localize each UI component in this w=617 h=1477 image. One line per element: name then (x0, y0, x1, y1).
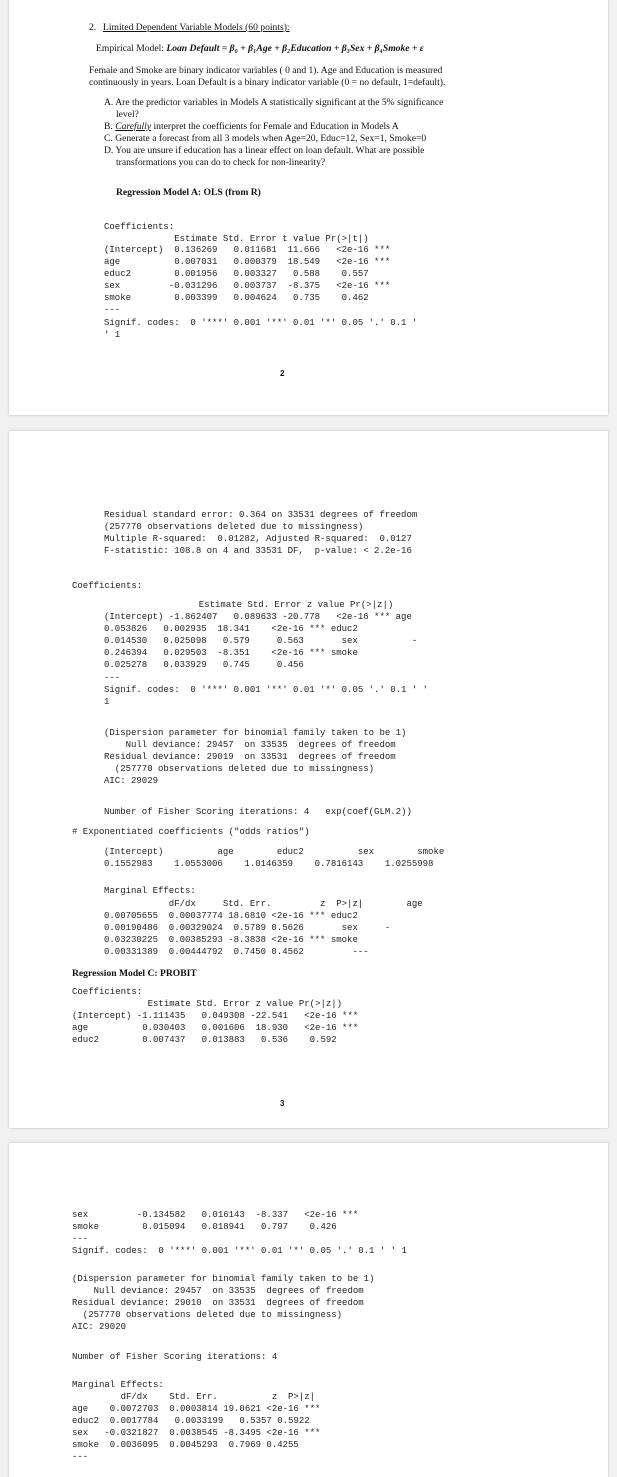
question-c: C. Generate a forecast from all 3 models when Age=20, Educ=12, Sex=1, Smoke=0 (104, 133, 427, 144)
fisher-iterations-line: Number of Fisher Scoring iterations: 4 exp(coef(GLM.2)) (104, 807, 412, 817)
empirical-model-label: Empirical Model: (96, 43, 167, 54)
dashes: --- (104, 673, 121, 683)
marginal-row-educ2: educ2 0.0017784 0.0033199 0.5357 0.5922 (72, 1416, 310, 1426)
probit-row-intercept: (Intercept) -1.111435 0.049308 -22.541 <2e-16 *** (72, 1011, 359, 1021)
dashes: --- (104, 305, 121, 315)
document-page-1 (9, 0, 608, 415)
marginal-effects-line: 0.00331389 0.00444792 0.7450 0.4562 --- (104, 947, 369, 957)
marginal-effects-title: Marginal Effects: (104, 886, 196, 896)
regression-c-title: Regression Model C: PROBIT (72, 968, 197, 979)
question-b-emphasis: Carefully (115, 121, 152, 132)
probit-row-sex: sex -0.134582 0.016143 -8.337 <2e-16 *** (72, 1210, 359, 1220)
r-squared-line: Multiple R-squared: 0.01282, Adjusted R-squared: 0.0127 (104, 534, 412, 544)
document-page-3 (9, 1143, 608, 1477)
logit-coef-line: (Intercept) -1.862407 0.089633 -20.778 <2e-16 *** age (104, 612, 412, 622)
aic-line: AIC: 29029 (104, 776, 159, 786)
page-number: 2 (280, 369, 285, 378)
coefficients-label: Coefficients: (104, 222, 175, 232)
odds-ratio-header: (Intercept) age educ2 sex smoke (104, 847, 445, 857)
question-number: 2. (89, 22, 97, 33)
null-deviance-line: Null deviance: 29457 on 33535 degrees of freedom (104, 740, 396, 750)
marginal-row-age: age 0.0072703 0.0003814 19.0621 <2e-16 *** (72, 1404, 321, 1414)
question-a-line-2: level? (116, 109, 139, 120)
residual-se-line: Residual standard error: 0.364 on 33531 degrees of freedom (104, 510, 418, 520)
question-d-line-2: transformations you can do to check for non-linearity? (116, 157, 326, 168)
logit-coef-line: 0.053826 0.002935 18.341 <2e-16 *** educ2 (104, 624, 358, 634)
question-d-line-1: D. You are unsure if education has a linear effect on loan default. What are possible (104, 145, 425, 156)
document-page-2 (9, 431, 608, 1128)
marginal-effects-line: 0.00190486 0.00329024 0.5789 0.5626 sex - (104, 923, 391, 933)
marginal-effects-header: dF/dx Std. Err. z P>|z| (72, 1392, 316, 1402)
description-line-1: Female and Smoke are binary indicator variables ( 0 and 1). Age and Education is measured (89, 65, 443, 76)
obs-deleted-line: (257770 observations deleted due to missingness) (72, 1310, 343, 1320)
null-deviance-line: Null deviance: 29457 on 33535 degrees of freedom (72, 1286, 364, 1296)
empirical-model-equation: Loan Default = β₀ + β₁Age + β₂Education + β₃Sex + β₄Smoke + ε (166, 43, 424, 54)
logit-coef-line: 0.025278 0.033929 0.745 0.456 (104, 660, 304, 670)
dispersion-line: (Dispersion parameter for binomial family taken to be 1) (72, 1274, 375, 1284)
coef-row-intercept: (Intercept) 0.136269 0.011681 11.666 <2e-16 *** (104, 245, 391, 255)
empirical-model-line (96, 43, 424, 54)
logit-coef-line: 0.014530 0.025098 0.579 0.563 sex - (104, 636, 418, 646)
marginal-effects-line: 0.00705655 0.00037774 18.6810 <2e-16 *** educ2 (104, 911, 358, 921)
page-number: 3 (280, 1099, 285, 1108)
dispersion-line: (Dispersion parameter for binomial family taken to be 1) (104, 728, 407, 738)
logit-coef-line: 0.246394 0.029503 -8.351 <2e-16 *** smoke (104, 648, 358, 658)
marginal-effects-line: 0.03230225 0.00385293 -8.3838 <2e-16 *** smoke (104, 935, 358, 945)
marginal-effects-title: Marginal Effects: (72, 1380, 164, 1390)
question-heading: Limited Dependent Variable Models (60 points): (103, 22, 290, 33)
regression-a-title: Regression Model A: OLS (from R) (116, 187, 261, 198)
probit-row-age: age 0.030403 0.001606 18.930 <2e-16 *** (72, 1023, 359, 1033)
probit-row-educ2: educ2 0.007437 0.013883 0.536 0.592 (72, 1035, 337, 1045)
coefficients-label: Coefficients: (72, 987, 143, 997)
probit-coef-header: Estimate Std. Error z value Pr(>|z|) (72, 999, 343, 1009)
coef-row-sex: sex -0.031296 0.003737 -8.375 <2e-16 *** (104, 281, 391, 291)
coef-row-age: age 0.007031 0.000379 18.549 <2e-16 *** (104, 257, 391, 267)
odds-ratio-values: 0.1552983 1.0553006 1.0146359 0.7816143 1.0255998 (104, 859, 434, 869)
marginal-row-smoke: smoke 0.0036095 0.0045293 0.7969 0.4255 (72, 1440, 299, 1450)
signif-codes: Signif. codes: 0 '***' 0.001 '**' 0.01 '*' 0.05 '.' 0.1 ' ' 1 (72, 1246, 407, 1256)
question-b: B. Carefully interpret the coefficients for Female and Education in Models A (104, 121, 399, 132)
signif-codes-cont: ' 1 (104, 330, 121, 340)
coefficients-header: Estimate Std. Error t value Pr(>|t|) (104, 234, 369, 244)
description-line-2: continuously in years. Loan Default is a binary indicator variable (0 = no default, 1=default). (89, 77, 446, 88)
exponentiated-comment: # Exponentiated coefficients ("odds ratios") (72, 827, 310, 837)
coefficients-label: Coefficients: (72, 581, 143, 591)
fisher-iterations-line: Number of Fisher Scoring iterations: 4 (72, 1352, 278, 1362)
obs-deleted-line: (257770 observations deleted due to missingness) (104, 764, 375, 774)
f-statistic-line: F-statistic: 108.8 on 4 and 33531 DF, p-value: < 2.2e-16 (104, 546, 412, 556)
dashes: --- (72, 1452, 89, 1462)
residual-deviance-line: Residual deviance: 29019 on 33531 degrees of freedom (104, 752, 396, 762)
dashes: --- (72, 1234, 89, 1244)
marginal-row-sex: sex -0.0321827 0.0038545 -8.3495 <2e-16 *** (72, 1428, 321, 1438)
signif-codes: Signif. codes: 0 '***' 0.001 '**' 0.01 '*' 0.05 '.' 0.1 ' ' (104, 685, 429, 695)
coef-row-smoke: smoke 0.003399 0.004624 0.735 0.462 (104, 293, 369, 303)
probit-row-smoke: smoke 0.015094 0.018941 0.797 0.426 (72, 1222, 337, 1232)
obs-deleted-line: (257770 observations deleted due to missingness) (104, 522, 364, 532)
marginal-effects-header: dF/dx Std. Err. z P>|z| age (104, 899, 423, 909)
signif-codes: Signif. codes: 0 '***' 0.001 '**' 0.01 '*' 0.05 '.' 0.1 ' (104, 318, 418, 328)
residual-deviance-line: Residual deviance: 29010 on 33531 degrees of freedom (72, 1298, 364, 1308)
question-a-line-1: A. Are the predictor variables in Models A statistically significant at the 5% significance (104, 97, 444, 108)
logit-coef-header: Estimate Std. Error z value Pr(>|z|) (134, 600, 394, 610)
aic-line: AIC: 29020 (72, 1322, 127, 1332)
question-b-text: interpret the coefficients for Female and Education in Models A (151, 121, 399, 132)
signif-codes-cont: 1 (104, 697, 110, 707)
coef-row-educ2: educ2 0.001956 0.003327 0.588 0.557 (104, 269, 369, 279)
